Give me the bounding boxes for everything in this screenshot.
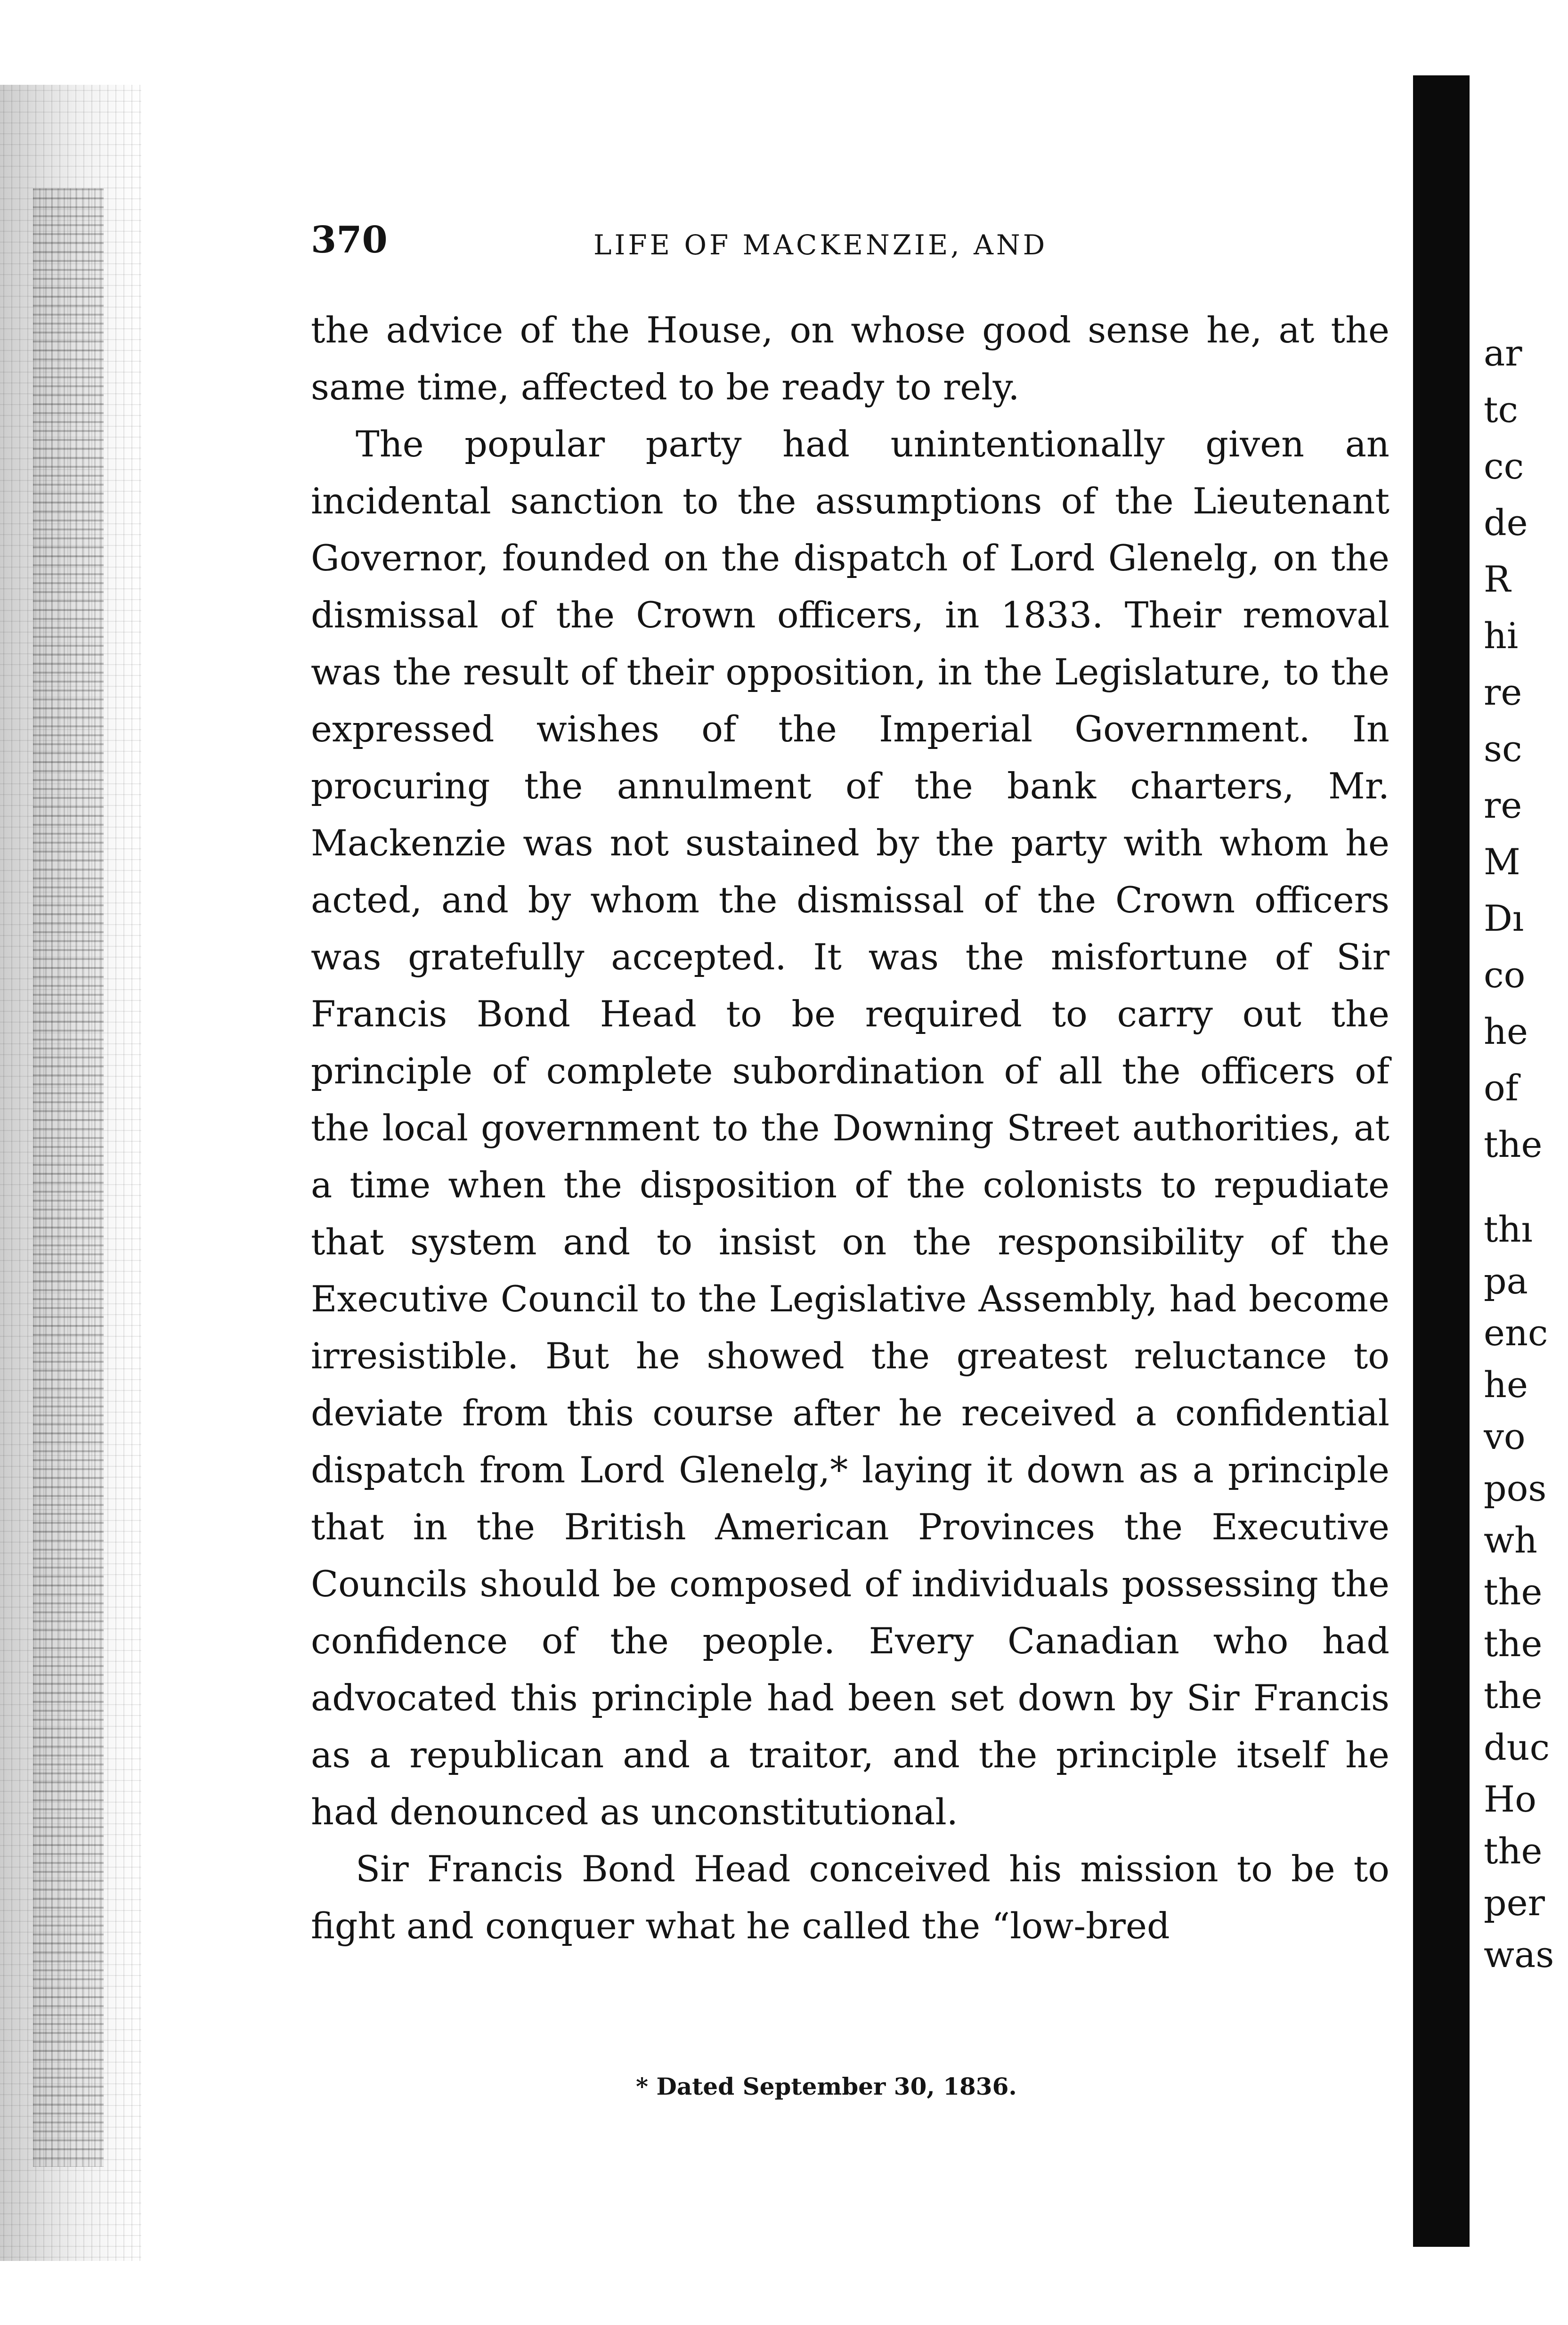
binding-shadow xyxy=(33,188,104,2167)
facing-line: Dı xyxy=(1484,897,1524,939)
facing-line: pa xyxy=(1484,1260,1528,1302)
facing-line: M xyxy=(1484,841,1520,883)
facing-line: sc xyxy=(1484,728,1522,770)
facing-line: tc xyxy=(1484,389,1519,431)
running-head: LIFE OF MACKENZIE, AND xyxy=(593,229,1048,261)
facing-line: duc xyxy=(1484,1726,1550,1768)
facing-line: wh xyxy=(1484,1519,1537,1561)
facing-line: Ho xyxy=(1484,1778,1537,1820)
page-number: 370 xyxy=(311,219,388,261)
facing-line: the xyxy=(1484,1675,1543,1716)
body-text xyxy=(311,301,1389,1954)
facing-line: co xyxy=(1484,954,1526,996)
facing-line: the xyxy=(1484,1123,1543,1165)
facing-line: of xyxy=(1484,1067,1519,1109)
facing-line: cc xyxy=(1484,445,1524,487)
facing-line: thı xyxy=(1484,1208,1533,1250)
facing-line: re xyxy=(1484,784,1522,826)
facing-line: per xyxy=(1484,1882,1545,1924)
facing-line: he xyxy=(1484,1010,1528,1052)
facing-line: vo xyxy=(1484,1415,1526,1457)
facing-line: he xyxy=(1484,1364,1528,1406)
paragraph-sir-francis: Sir Francis Bond Head conceived his mission to be to fight and conquer what he called the “low-bred xyxy=(311,1848,1389,1947)
facing-line: enc xyxy=(1484,1312,1548,1354)
paragraph-popular-party: The popular party had unintentionally given an incidental sanction to the assumptions of the Lieutenant Governor, founded on the dispatch of Lord Glenelg, on the dismissal of the Crown officers, in 1833. Their removal was the result of their opposition, in the Legislature, to the expressed wishes of the Imperial Government. In procuring the annulment of the bank charters, Mr. Mackenzie was not sustained by the party with whom he acted, and by whom the dismissal of the Crown officers was gratefully accepted. It was the misfortune of Sir Francis Bond Head to be required to carry out the principle of complete subordination of all the officers of the local government to the Downing Street authorities, at a time when the disposition of the colonists to repudiate that system and to insist on the responsibility of the Executive Council to the Legislative Assembly, had become irresistible. But he showed the greatest reluctance to deviate from this course after he received a confidential dispatch from Lord Glenelg,* laying it down as a principle that in the British American Provinces the Executive Councils should be composed of individuals possessing the confidence of the people. Every Canadian who had advocated this principle had been set down by Sir Francis as a republican and a traitor, and the principle itself he had denounced as unconstitutional. xyxy=(311,423,1389,1833)
footnote: * Dated September 30, 1836. xyxy=(636,2073,1017,2100)
facing-page-fragment xyxy=(1484,330,1568,2261)
facing-line: ar xyxy=(1484,332,1522,374)
facing-line: R xyxy=(1484,558,1511,600)
gutter-shadow xyxy=(1413,75,1470,2247)
facing-line: the xyxy=(1484,1623,1543,1665)
facing-line: de xyxy=(1484,502,1528,544)
facing-line: re xyxy=(1484,671,1522,713)
facing-line: pos xyxy=(1484,1467,1547,1509)
facing-line: the xyxy=(1484,1571,1543,1613)
facing-line: was xyxy=(1484,1934,1554,1975)
facing-line: the xyxy=(1484,1830,1543,1872)
facing-line: hi xyxy=(1484,615,1519,657)
paragraph-continuation: the advice of the House, on whose good sense he, at the same time, affected to be ready to rely. xyxy=(311,309,1389,408)
page-header xyxy=(311,217,1413,273)
